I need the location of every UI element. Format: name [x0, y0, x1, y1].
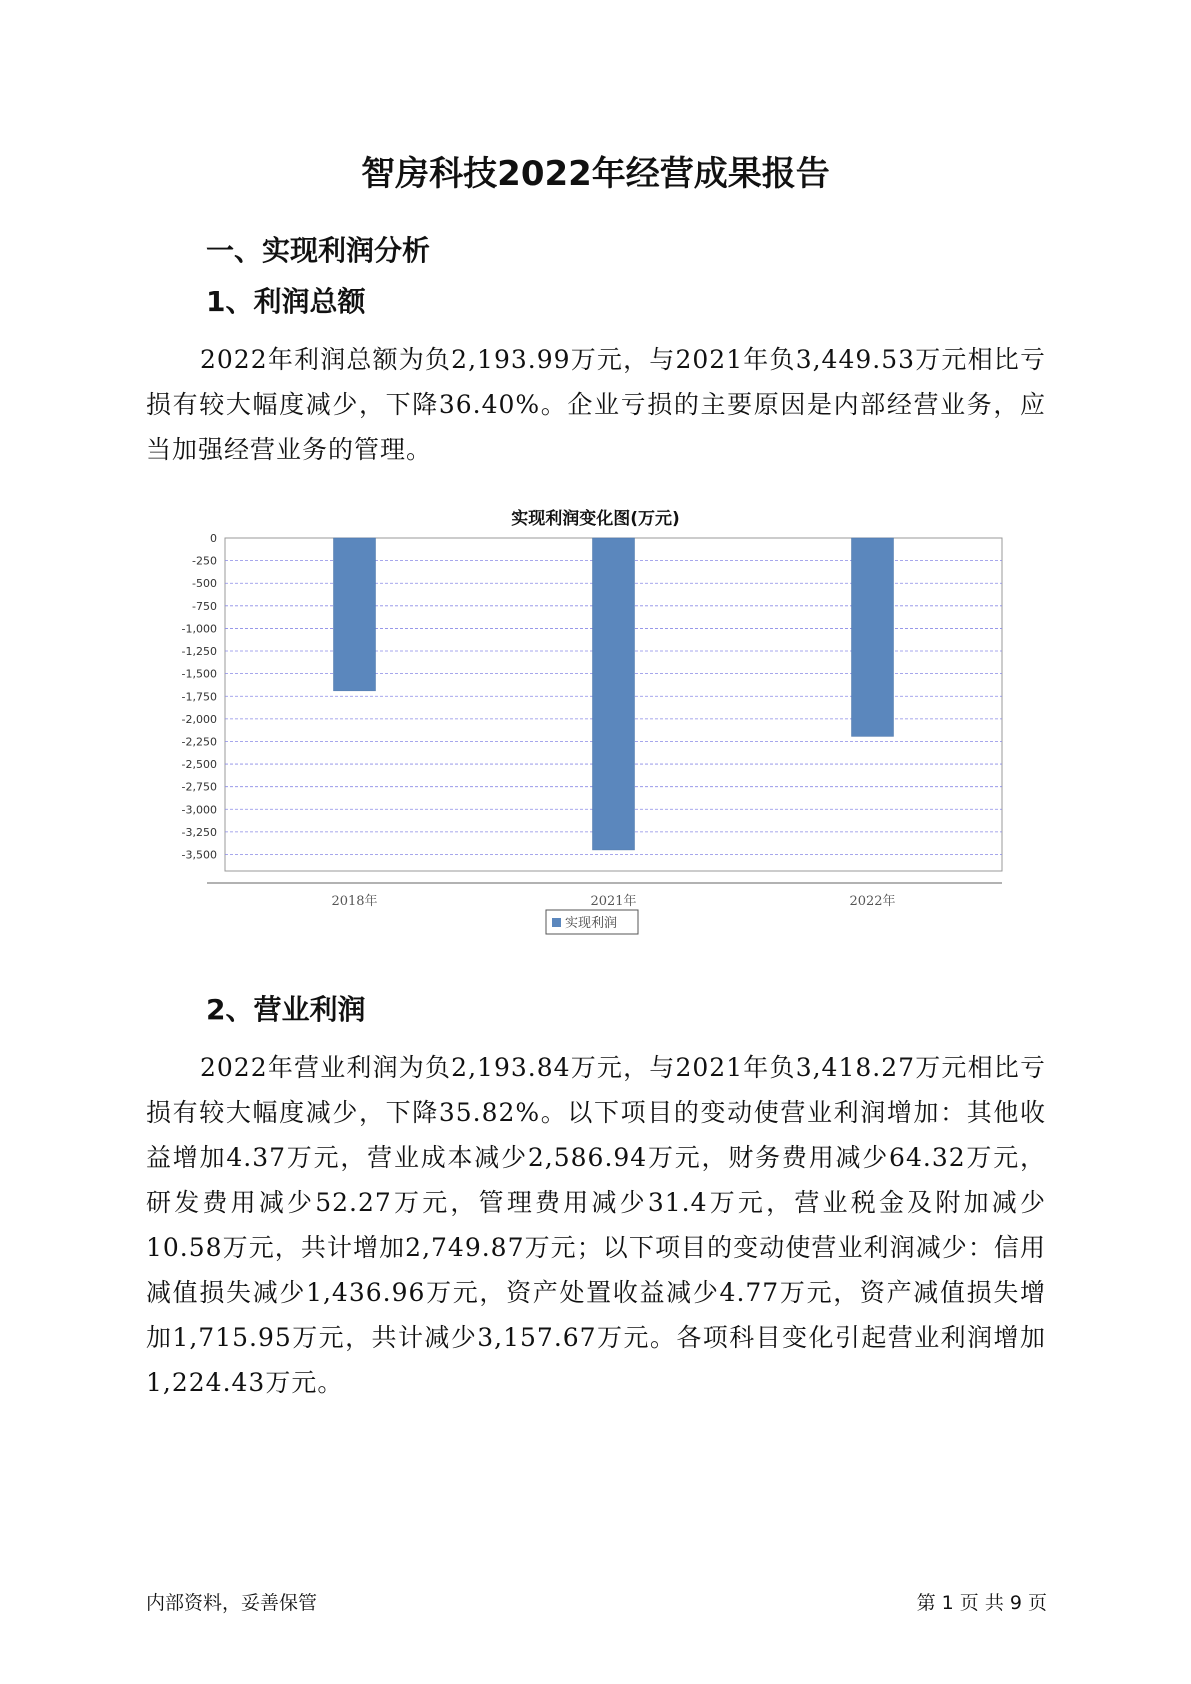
legend-swatch [552, 918, 561, 927]
document-title: 智房科技2022年经营成果报告 [361, 154, 830, 194]
y-tick-label: -2,250 [181, 735, 217, 749]
y-tick-label: -1,500 [181, 667, 217, 681]
y-tick-label: -1,750 [181, 690, 217, 704]
x-tick-label: 2022年 [849, 894, 896, 909]
chart-y-axis-ticks [182, 532, 217, 862]
y-tick-label: -2,750 [181, 780, 217, 794]
chart-legend [546, 910, 638, 934]
chart-title: 实现利润变化图(万元) [511, 509, 680, 529]
subheading-total-profit: 1、利润总额 [206, 285, 366, 318]
y-tick-label: -750 [192, 599, 217, 613]
bar-2021年 [593, 538, 635, 850]
bar-2022年 [852, 538, 894, 736]
y-tick-label: -250 [192, 554, 217, 568]
y-tick-label: -2,000 [181, 712, 217, 726]
bar-2018年 [334, 538, 376, 691]
paragraph-total-profit: 2022年利润总额为负2,193.99万元，与2021年负3,449.53万元相比亏损有较大幅度减少，下降36.40%。企业亏损的主要原因是内部经营业务，应当加强经营业务的管理。 [146, 345, 1046, 464]
y-tick-label: -500 [192, 577, 217, 591]
x-tick-label: 2018年 [331, 894, 378, 909]
y-tick-label: -3,500 [181, 848, 217, 862]
chart-x-axis-labels [331, 893, 895, 909]
section-heading-profit-analysis: 一、实现利润分析 [206, 234, 431, 267]
y-tick-label: -3,250 [181, 825, 217, 839]
profit-bar-chart [150, 530, 1020, 950]
chart-bars [334, 538, 894, 850]
y-tick-label: 0 [210, 532, 217, 545]
paragraph-operating-profit: 2022年营业利润为负2,193.84万元，与2021年负3,418.27万元相比亏损有较大幅度减少，下降35.82%。以下项目的变动使营业利润增加：其他收益增加4.37万元，营业成本减少2,586.94万元，财务费用减少64.32万元，研发费用减少52.27万元，管理费用减少31.4万元，营业税金及附加减少10.58万元，共计增加2,749.87万元；以下项目的变动使营业利润减少：信用减值损失减少1,436.96万元，资产处置收益减少4.77万元，资产减值损失增加1,715.95万元，共计减少3,157.67万元。各项科目变化引起营业利润增加1,224.43万元。 [146, 1053, 1046, 1397]
y-tick-label: -1,250 [181, 645, 217, 659]
subheading-operating-profit: 2、营业利润 [206, 993, 366, 1026]
footer-confidential-note: 内部资料，妥善保管 [146, 1592, 318, 1614]
legend-label: 实现利润 [565, 916, 618, 931]
y-tick-label: -1,000 [181, 622, 217, 636]
y-tick-label: -3,000 [181, 803, 217, 817]
footer-page-number: 第 1 页 共 9 页 [916, 1592, 1047, 1614]
x-tick-label: 2021年 [590, 894, 637, 909]
y-tick-label: -2,500 [181, 758, 217, 772]
